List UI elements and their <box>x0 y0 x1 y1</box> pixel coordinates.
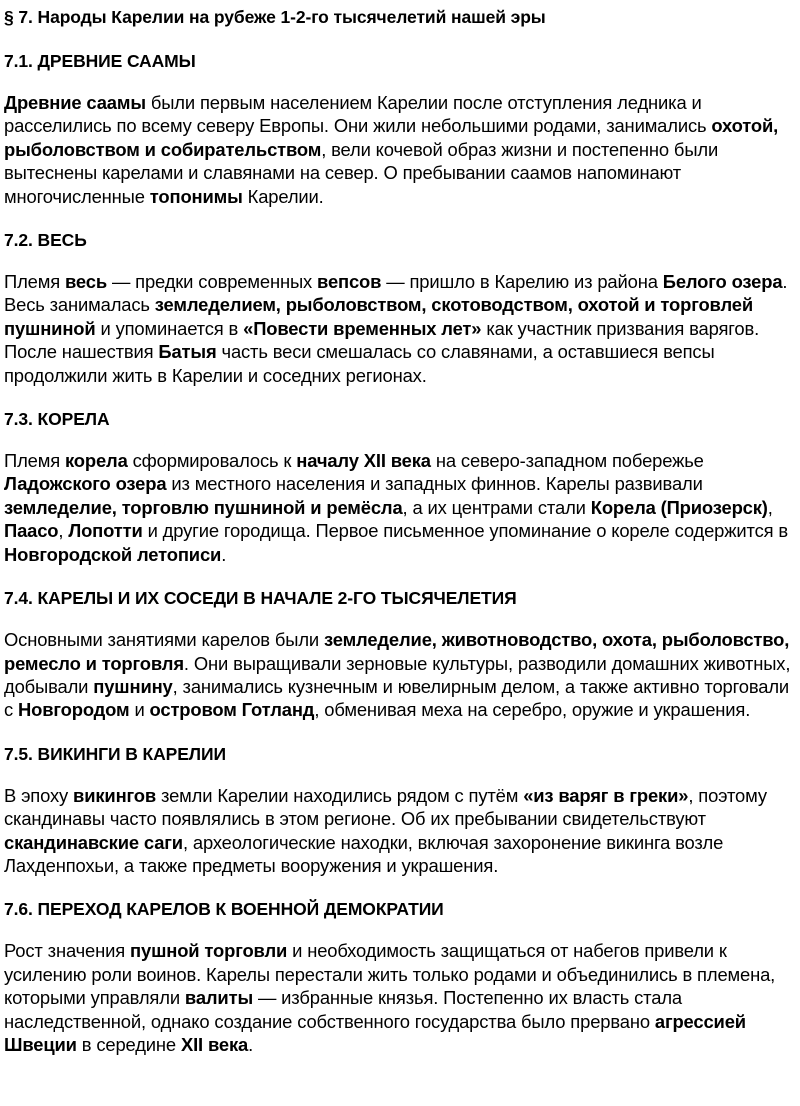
bold-term: пушнину <box>93 675 173 697</box>
text-run: часть веси смешалась со славянами, а оставшиеся вепсы продолжили жить в Карелии и соседних регионах. <box>4 341 715 386</box>
section-3 <box>4 408 792 566</box>
text-run: как участник призвания варягов. После нашествия <box>4 317 760 363</box>
bold-term: агрессией Швеции <box>4 1010 746 1055</box>
text-run: сформировалось к <box>127 450 297 472</box>
text-run: , вели кочевой образ жизни и постепенно были вытеснены карелами и славянами на север. О пребывании саамов напоминают многочисленные <box>4 138 719 207</box>
bold-term: Новгородской летописи <box>4 543 222 565</box>
bold-term: Новгородом <box>18 699 130 721</box>
text-run: , <box>58 520 69 542</box>
text-run: . <box>248 1033 254 1055</box>
bold-term: земледелием, рыболовством, скотоводством, охотой и торговлей пушниной <box>4 294 753 339</box>
section-heading: 7.2. ВЕСЬ <box>4 230 87 251</box>
text-run: — избранные князья. Постепенно их власть стала наследственной, однако создание собственного государства было прервано <box>4 987 682 1032</box>
text-run: Основными занятиями карелов были <box>4 629 324 651</box>
text-run: — пришло в Карелию из района <box>381 271 663 293</box>
text-run: и необходимость защищаться от набегов привели к усилению роли воинов. Карелы перестали жить только родами и объединились в племена, которыми управляли <box>4 940 776 1009</box>
section-paragraph <box>4 270 792 387</box>
bold-term: «из варяг в греки» <box>523 784 689 806</box>
text-run: Племя <box>4 450 65 472</box>
section-2 <box>4 229 792 387</box>
text-run: и упоминается в <box>95 317 244 339</box>
section-heading: 7.5. ВИКИНГИ В КАРЕЛИИ <box>4 743 226 764</box>
bold-term: земледелие, животноводство, охота, рыболовство, ремесло и торговля <box>4 629 790 674</box>
bold-term: Корела (Приозерск) <box>590 496 768 518</box>
text-run: , <box>767 496 773 518</box>
text-run: — предки современных <box>106 271 318 293</box>
bold-term: началу XII века <box>296 450 431 472</box>
section-paragraph <box>4 628 792 722</box>
bold-term: пушной торговли <box>130 940 288 962</box>
section-heading: 7.4. КАРЕЛЫ И ИХ СОСЕДИ В НАЧАЛЕ 2-ГО ТЫСЯЧЕЛЕТИЯ <box>4 588 517 609</box>
text-run: земли Карелии находились рядом с путём <box>156 784 524 806</box>
text-run: , поэтому скандинавы часто появлялись в этом регионе. Об их пребывании свидетельствуют <box>4 784 767 830</box>
bold-term: валиты <box>184 987 253 1009</box>
section-heading: 7.1. ДРЕВНИЕ СААМЫ <box>4 51 196 71</box>
bold-term: викингов <box>73 784 157 806</box>
text-run: , а их центрами стали <box>402 496 591 518</box>
bold-term: земледелие, торговлю пушниной и ремёсла <box>4 496 403 518</box>
text-run: и <box>129 699 150 721</box>
section-paragraph <box>4 91 792 208</box>
sections-container <box>4 50 792 1056</box>
bold-term: Лопотти <box>68 520 143 542</box>
bold-term: вепсов <box>317 271 382 293</box>
section-paragraph <box>4 784 792 878</box>
section-paragraph <box>4 449 792 566</box>
bold-term: Ладожского озера <box>4 473 167 495</box>
bold-term: «Повести временных лет» <box>243 317 482 339</box>
text-run: , занимались кузнечным и ювелирным делом, а также активно торговали с <box>4 675 790 721</box>
bold-term: корела <box>65 450 128 472</box>
bold-term: Древние саамы <box>4 92 146 113</box>
text-run: на северо-западном побережье <box>430 450 704 472</box>
section-6 <box>4 898 792 1056</box>
text-run: , обменивая меха на серебро, оружие и украшения. <box>314 699 751 721</box>
bold-term: Паасо <box>4 520 59 542</box>
section-paragraph <box>4 939 792 1056</box>
bold-term: островом Готланд <box>149 699 315 721</box>
text-run: . Весь занималась <box>4 271 788 316</box>
text-run: были первым населением Карелии после отступления ледника и расселились по всему северу Европы. Они жили небольшими родами, занимались <box>4 92 712 137</box>
section-heading: 7.3. КОРЕЛА <box>4 409 110 430</box>
section-5 <box>4 743 792 878</box>
bold-term: Белого озера <box>662 271 783 293</box>
bold-term: охотой, рыболовством и собирательством <box>4 115 779 160</box>
bold-term: XII века <box>180 1033 249 1055</box>
bold-term: топонимы <box>149 185 243 207</box>
text-run: , археологические находки, включая захоронение викинга возле Лахденпохьи, а также предметы вооружения и украшения. <box>4 831 724 876</box>
section-4 <box>4 587 792 722</box>
document-title: § 7. Народы Карелии на рубеже 1-2-го тысячелетий нашей эры <box>4 7 546 27</box>
text-run: . <box>221 543 227 565</box>
text-run: Рост значения <box>4 940 131 962</box>
section-heading: 7.6. ПЕРЕХОД КАРЕЛОВ К ВОЕННОЙ ДЕМОКРАТИИ <box>4 899 444 920</box>
text-run: . Они выращивали зерновые культуры, разводили домашних животных, добывали <box>4 652 791 697</box>
bold-term: Батыя <box>158 341 217 363</box>
section-1 <box>4 50 792 208</box>
text-run: Карелии. <box>242 185 324 207</box>
text-run: В эпоху <box>4 784 74 806</box>
text-run: и другие городища. Первое письменное упоминание о кореле содержится в <box>142 520 789 542</box>
text-run: из местного населения и западных финнов. Карелы развивали <box>166 473 703 495</box>
text-run: Племя <box>4 271 65 293</box>
bold-term: скандинавские саги <box>4 831 183 853</box>
bold-term: весь <box>65 271 107 293</box>
text-run: в середине <box>76 1033 181 1055</box>
